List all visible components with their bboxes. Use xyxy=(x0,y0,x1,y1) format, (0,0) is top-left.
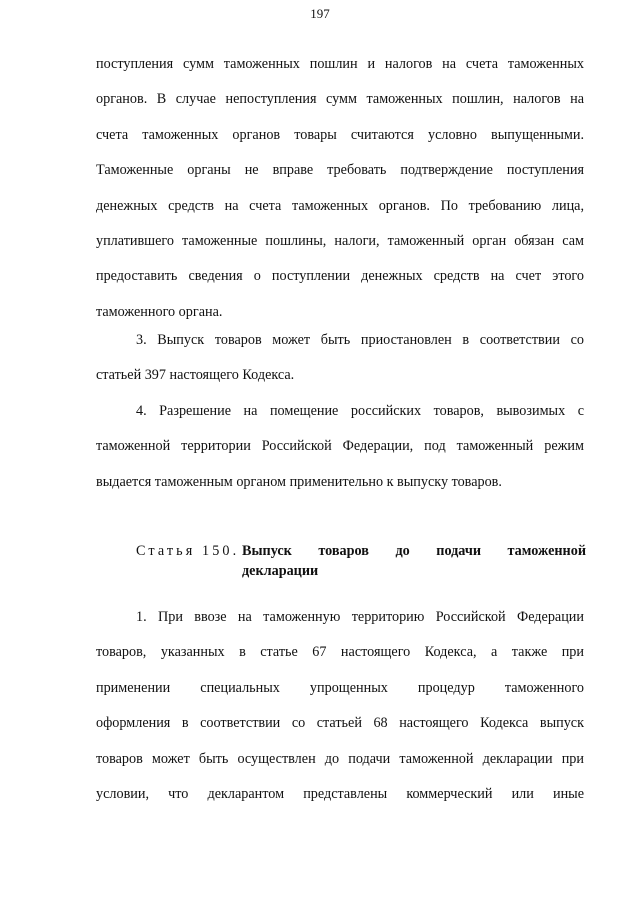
paragraph-line: товаров может быть осуществлен до подачи таможенной декларации при xyxy=(96,750,584,767)
paragraph-line: 4. Разрешение на помещение российских товаров, вывозимых с xyxy=(136,403,584,419)
paragraph-line: предоставить сведения о поступлении денежных средств на счет этого xyxy=(96,268,584,285)
paragraph-item-4 xyxy=(96,394,584,500)
paragraph-line: выдается таможенным органом применительно к выпуску товаров. xyxy=(96,473,502,490)
paragraph-continuation xyxy=(96,47,584,330)
article-title-line: декларации xyxy=(242,563,319,579)
paragraph-line: таможенной территории Российской Федерации, под таможенный режим xyxy=(96,438,584,455)
paragraph-line: денежных средств на счета таможенных органов. По требованию лица, xyxy=(96,197,584,214)
article-paragraph-1 xyxy=(96,600,584,812)
paragraph-line: поступления сумм таможенных пошлин и налогов на счета таможенных xyxy=(96,56,584,72)
article-number: Статья 150. xyxy=(136,543,240,559)
paragraph-line: 3. Выпуск товаров может быть приостановлен в соответствии со xyxy=(136,332,584,348)
paragraph-line: таможенного органа. xyxy=(96,303,223,320)
paragraph-line: статьей 397 настоящего Кодекса. xyxy=(96,367,295,384)
paragraph-line: товаров, указанных в статье 67 настоящего Кодекса, а также при xyxy=(96,644,584,661)
paragraph-line: Таможенные органы не вправе требовать подтверждение поступления xyxy=(96,162,584,179)
paragraph-line: применении специальных упрощенных процедур таможенного xyxy=(96,679,584,696)
paragraph-line: оформления в соответствии со статьей 68 настоящего Кодекса выпуск xyxy=(96,715,584,732)
paragraph-item-3 xyxy=(96,323,584,394)
paragraph-line: органов. В случае непоступления сумм таможенных пошлин, налогов на xyxy=(96,91,584,108)
paragraph-line: условии, что декларантом представлены коммерческий или иные xyxy=(96,785,584,802)
page-number: 197 xyxy=(310,6,330,21)
paragraph-line: счета таможенных органов товары считаются условно выпущенными. xyxy=(96,126,584,143)
paragraph-line: 1. При ввозе на таможенную территорию Российской Федерации xyxy=(136,609,584,625)
article-title-line: Выпуск товаров до подачи таможенной xyxy=(242,543,586,559)
paragraph-line: уплатившего таможенные пошлины, налоги, таможенный орган обязан сам xyxy=(96,232,584,249)
article-title xyxy=(242,541,586,581)
